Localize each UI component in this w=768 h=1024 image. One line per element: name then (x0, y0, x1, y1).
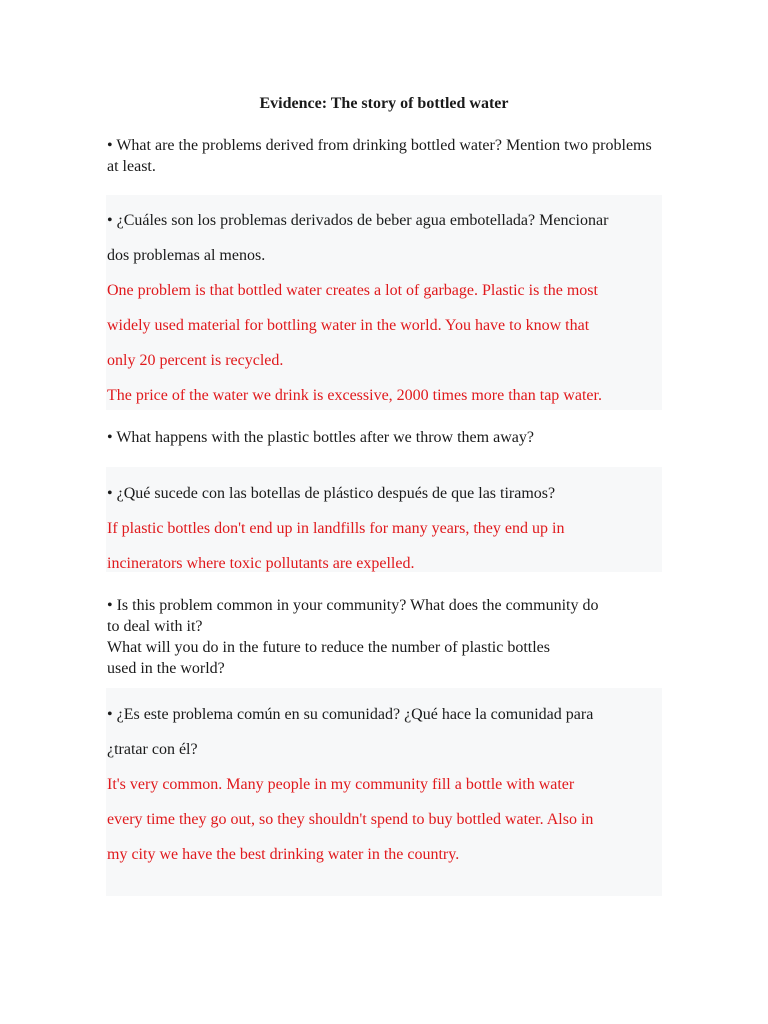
question-1-spanish-line: • ¿Cuáles son los problemas derivados de beber agua embotellada? Mencionar (107, 212, 609, 229)
question-2-spanish-line: • ¿Qué sucede con las botellas de plástico después de que las tiramos? (107, 485, 556, 502)
answer-2-line: incinerators where toxic pollutants are expelled. (107, 555, 415, 572)
question-3-english-line: used in the world? (107, 660, 225, 677)
question-3-english-line: What will you do in the future to reduce the number of plastic bottles (107, 639, 550, 656)
answer-1-line: The price of the water we drink is excessive, 2000 times more than tap water. (107, 387, 602, 404)
question-1-english: • What are the problems derived from drinking bottled water? Mention two problems at least. (107, 137, 652, 175)
answer-2-line: If plastic bottles don't end up in landfills for many years, they end up in (107, 520, 565, 537)
answer-3-line: every time they go out, so they shouldn't spend to buy bottled water. Also in (107, 811, 594, 828)
answer-box-3 (106, 688, 662, 896)
answer-3-line: It's very common. Many people in my community fill a bottle with water (107, 776, 575, 793)
answer-1-line: only 20 percent is recycled. (107, 352, 284, 369)
question-3-english (107, 595, 657, 679)
question-3-english-line: to deal with it? (107, 618, 203, 635)
question-1-spanish-line: dos problemas al menos. (107, 247, 266, 264)
answer-box-2 (106, 467, 662, 572)
question-2-english: • What happens with the plastic bottles after we throw them away? (107, 429, 534, 446)
answer-3-line: my city we have the best drinking water in the country. (107, 846, 460, 863)
question-3-english-line: • Is this problem common in your community? What does the community do (107, 597, 599, 614)
question-3-spanish-line: ¿tratar con él? (107, 741, 198, 758)
answer-1-line: widely used material for bottling water in the world. You have to know that (107, 317, 590, 334)
question-3-spanish-line: • ¿Es este problema común en su comunidad? ¿Qué hace la comunidad para (107, 706, 594, 723)
answer-1-line: One problem is that bottled water creates a lot of garbage. Plastic is the most (107, 282, 598, 299)
document-title: Evidence: The story of bottled water (259, 95, 509, 112)
answer-box-1 (106, 195, 662, 410)
